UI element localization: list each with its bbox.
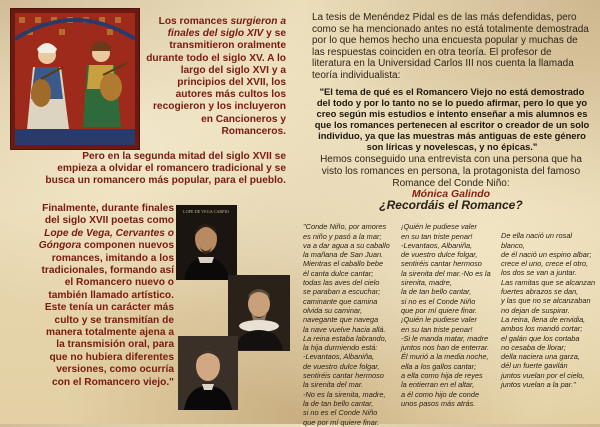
poem-column-1: "Conde Niño, por amores es niño y pasó a la mar; va a dar agua a su caballo la mañana de San Juan. Mientras el caballo bebe él canta dulce cantar; todas las aves del cielo se paraban a escuchar; caminante que camina olvida su caminar, navegante que navega la nave vuelve hacia allá. La reina estaba labrando, la hija durmiendo está: -Levantaos, Albaniña, de vuestro dulce folgar, sentiréis cantar hermoso la sirenita del mar. -No es la sirenita, madre, la de tan bello cantar, si no es el Conde Niño que por mí quiere finar. [303,222,390,427]
thesis-paragraph: La tesis de Menéndez Pidal es de las más defendidas, pero como se ha mencionado antes no está totalmente demostrada por lo que hemos hecho una encuesta popular y muchas de las respuestas coinciden en otra teoría. El profesor de literatura en la Universidad Carlos III nos cuenta la llamada teoría individualista: [312,12,589,81]
second-half-paragraph: Pero en la segunda mitad del siglo XVII se empieza a olvidar el romancero tradicional y se busca un romancero más popular, para el pueblo. [45,151,286,187]
poem-column-2: ¡Quién le pudiese valer en su tan triste penar! -Levantaos, Albaniña, de vuestro dulce folgar, sentiréis cantar hermoso la sirenita del mar.-No es la sirenita, madre, la de tan bello cantar, si no es el Conde Niño que por mí quiere finar. ¡Quién le pudiese valer en su tan triste penar! -Si le manda matar, madre juntos nos han de enterrar. Él murió a la media noche, ella a los gallos cantar; a ella como hija de reyes la entierran en el altar, a él como hijo de conde unos pasos más atrás. [401,222,491,408]
poem-column-3: De ella nació un rosal blanco, de él nació un espino albar; crece el uno, crece el otro, los dos se van a juntar. Las ramitas que se alcanzan fuertes abrazos se dan, y las que no se alcanzaban no dejan de suspirar. La reina, llena de envidia, ambos los mandó cortar; el galán que los cortaba no cesaba de llorar; della naciera una garza, dél un fuerte gavilán juntos vuelan por el cielo, juntos vuelan a la par." [501,231,596,390]
romancero-nuevo-paragraph: Finalmente, durante finales del siglo XVII poetas como Lope de Vega, Cervantes o Góngora componen nuevos romances, imitando a los tradicionales, formando así el Romancero nuevo o también llamado artístico. Este tenía un carácter más culto y se transmitían de manera totalmente ajena a la transmisión oral, para que no hubiera diferentes versiones, como ocurría con el Romancero viejo." [38,203,174,388]
interview-paragraph: Hemos conseguido una entrevista con una persona que ha visto los romances en persona, la protagonista del famoso Romance del Conde Niño: [320,154,582,189]
portrait-caption: LOPE DE VEGA CARPIO [183,209,229,214]
intro-paragraph: Los romances surgieron a finales del siglo XIV y se transmitieron oralmente durante todo el siglo XV. A lo largo del siglo XVI y a principios del XVII, los autores más cultos los recogieron y los incluyeron en Cancioneros y Romanceros. [146,16,286,137]
professor-quote: "El tema de qué es el Romancero Viejo no está demostrado del todo y por lo tanto no se lo puedo afirmar, pero lo que yo creo según mis estudios e intento enseñar a mis alumnos es que los romances pertenecen al escritor o creador de un solo individuo, ya que las muestras más antiguas de este género son líricas y novelescas, y no épicas." [314,86,590,152]
portrait-gongora [178,336,238,410]
medieval-miniature [10,8,140,150]
question-heading: ¿Recordáis el Romance? [379,198,523,212]
portrait-lope-de-vega [176,205,237,280]
interviewee-name: Mónica Galindo [411,188,491,200]
